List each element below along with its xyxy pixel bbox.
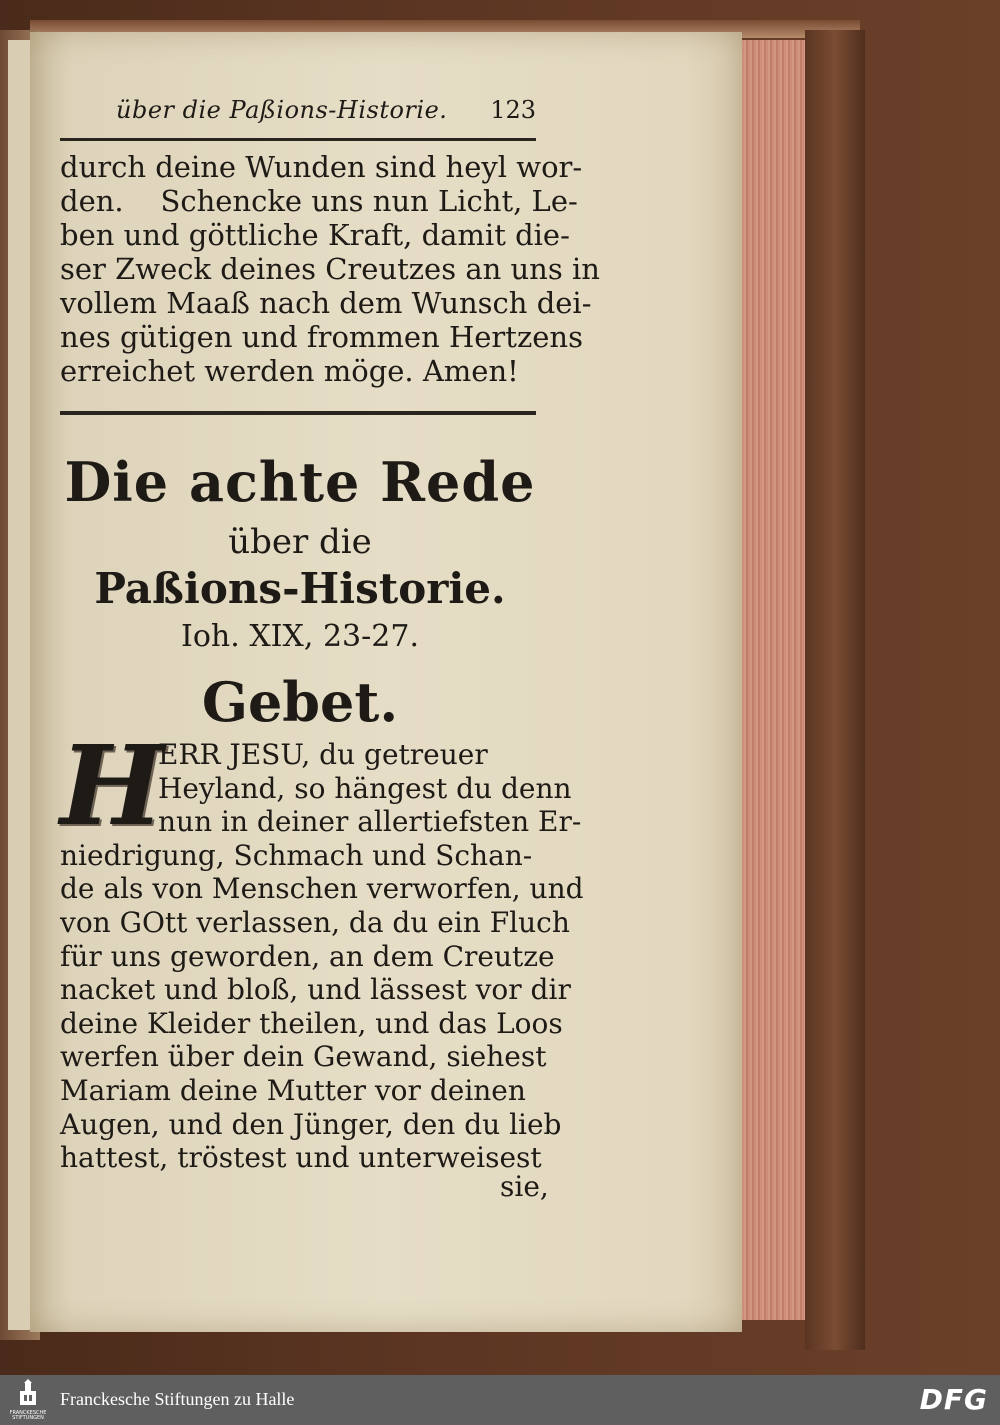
dfg-logo[interactable]: DFG <box>919 1383 988 1416</box>
text-line: deine Kleider theilen, und das Loos <box>60 1006 563 1040</box>
text-line: für uns geworden, an dem Creutze <box>60 939 555 973</box>
text-line: de als von Menschen verworfen, und <box>60 872 584 906</box>
text-line: ser Zweck deines Creutzes an uns in <box>60 252 600 286</box>
scripture-reference: Ioh. XIX, 23-27. <box>181 619 419 654</box>
text-line: erreichet werden möge. Amen! <box>60 354 519 388</box>
dropcap-initial: H <box>60 721 164 850</box>
prayer-text <box>60 721 584 1175</box>
text-line: von GOtt verlassen, da du ein Fluch <box>60 905 570 939</box>
logo-text: FRANCKESCHE STIFTUNGEN <box>9 1410 47 1421</box>
running-head: über die Paßions-Historie. <box>116 96 448 124</box>
text-line: Mariam deine Mutter vor deinen <box>60 1073 526 1107</box>
text-line: hattest, tröstest und unterweisest <box>60 1141 542 1175</box>
closing-paragraph <box>60 150 600 388</box>
text-line: ERR JESU, du getreuer <box>158 738 488 771</box>
text-line: nacket und bloß, und lässest vor dir <box>60 973 571 1007</box>
text-line: durch deine Wunden sind heyl wor- <box>60 150 583 184</box>
text-line: Augen, und den Jünger, den du lieb <box>60 1107 562 1141</box>
text-line: niedrigung, Schmach und Schan- <box>60 838 533 872</box>
left-page-sliver <box>8 40 32 1330</box>
text-line: nes gütigen und frommen Hertzens <box>60 320 583 354</box>
text-line: werfen über dein Gewand, siehest <box>60 1040 547 1074</box>
chapter-title <box>60 450 540 654</box>
text-line: den. Schencke uns nun Licht, Le- <box>60 184 578 218</box>
text-line: nun in deiner allertiefsten Er- <box>158 805 582 839</box>
prayer-heading: Gebet. <box>201 670 399 734</box>
title-sub: über die <box>228 522 372 562</box>
text-line: ben und göttliche Kraft, damit die- <box>60 218 570 252</box>
section-rule <box>60 411 536 415</box>
institution-logo[interactable] <box>6 1379 50 1421</box>
page-header <box>116 96 536 136</box>
title-subject: Paßions-Historie. <box>94 564 506 613</box>
catchword: sie, <box>500 1170 549 1203</box>
right-binding <box>805 30 865 1350</box>
text-line: vollem Maaß nach dem Wunsch dei- <box>60 286 592 320</box>
footer-bar <box>0 1375 1000 1425</box>
page-fore-edge <box>735 40 807 1320</box>
header-rule <box>60 138 536 141</box>
institution-name[interactable]: Franckesche Stiftungen zu Halle <box>60 1389 295 1409</box>
text-line: Heyland, so hängest du denn <box>158 771 572 805</box>
institution-logo-icon <box>6 1379 50 1413</box>
page-number: 123 <box>490 96 536 124</box>
title-main: Die achte Rede <box>64 450 536 514</box>
